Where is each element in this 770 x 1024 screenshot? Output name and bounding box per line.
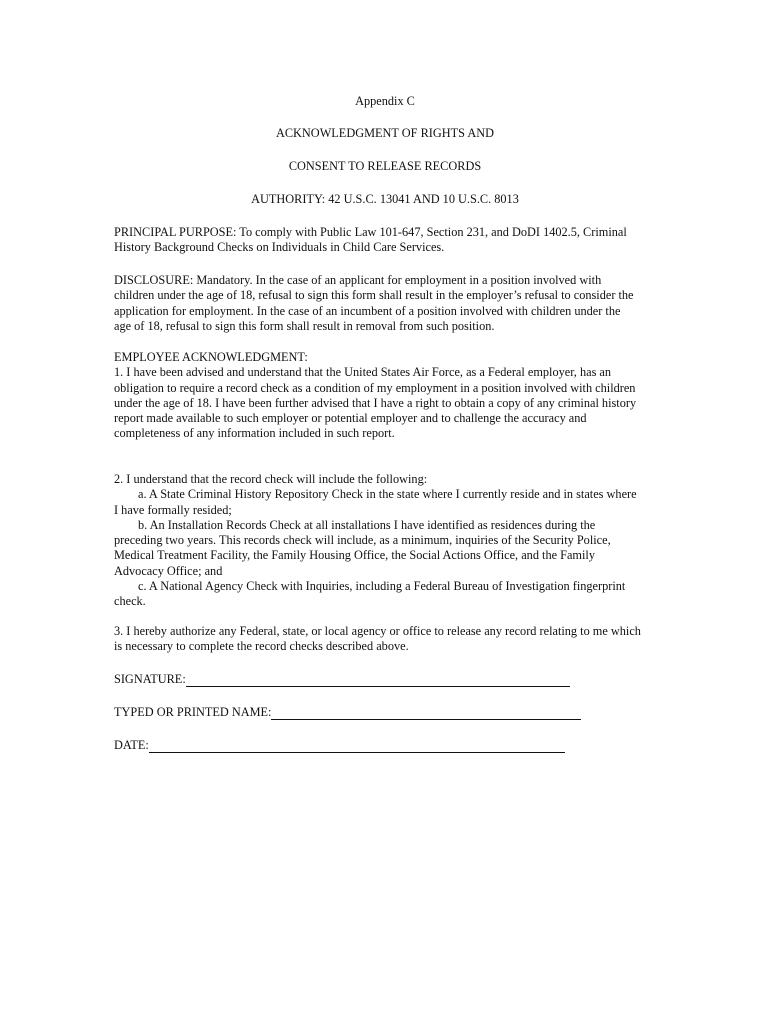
record-check-item-b: b. An Installation Records Check at all installations I have identified as residences during the xyxy=(138,517,596,532)
record-check-item-c-cont: check. xyxy=(114,594,146,609)
principal-purpose-line: History Background Checks on Individuals in Child Care Services. xyxy=(114,240,445,255)
record-check-item-a: a. A State Criminal History Repository Check in the state where I currently reside and in states where xyxy=(138,487,637,502)
disclosure-line: DISCLOSURE: Mandatory. In the case of an applicant for employment in a position involved with xyxy=(114,273,602,287)
authorization-line: 3. I hereby authorize any Federal, state, or local agency or office to release any record relating to me which xyxy=(114,624,641,638)
date-label: DATE: xyxy=(114,738,149,752)
employee-acknowledgment-section xyxy=(114,350,674,442)
printed-name-field[interactable] xyxy=(114,705,581,720)
disclosure-section xyxy=(114,273,674,334)
principal-purpose-section xyxy=(114,225,674,256)
principal-purpose-line: PRINCIPAL PURPOSE: To comply with Public Law 101-647, Section 231, and DoDI 1402.5, Criminal xyxy=(114,225,627,239)
acknowledgment-line: report made available to such employer or potential employer and to challenge the accuracy and xyxy=(114,411,587,426)
authorization-section xyxy=(114,624,674,655)
printed-name-label: TYPED OR PRINTED NAME: xyxy=(114,705,272,719)
acknowledgment-line: under the age of 18. I have been further advised that I have a right to obtain a copy of any criminal history xyxy=(114,395,637,410)
record-check-section xyxy=(114,472,674,610)
record-check-intro: 2. I understand that the record check will include the following: xyxy=(114,472,428,486)
signature-field[interactable] xyxy=(114,672,570,687)
disclosure-line: age of 18, refusal to sign this form shall result in removal from such position. xyxy=(114,318,495,333)
record-check-item-b-cont: Advocacy Office; and xyxy=(114,563,223,578)
acknowledgment-heading: EMPLOYEE ACKNOWLEDGMENT: xyxy=(114,350,308,364)
record-check-item-a-cont: I have formally resided; xyxy=(114,502,232,517)
disclosure-line: application for employment. In the case of an incumbent of a position involved with children under the xyxy=(114,303,621,318)
printed-name-line[interactable] xyxy=(271,707,581,720)
date-field[interactable] xyxy=(114,738,565,753)
record-check-item-b-cont: preceding two years. This records check will include, as a minimum, inquiries of the Security Police, xyxy=(114,533,611,548)
form-title-line-2: CONSENT TO RELEASE RECORDS xyxy=(288,159,482,173)
appendix-label: Appendix C xyxy=(355,94,415,108)
authorization-line: is necessary to complete the record checks described above. xyxy=(114,639,409,654)
date-line[interactable] xyxy=(149,740,565,753)
acknowledgment-line: 1. I have been advised and understand that the United States Air Force, as a Federal employer, has an xyxy=(114,365,612,380)
signature-label: SIGNATURE: xyxy=(114,672,186,686)
form-title-line-1: ACKNOWLEDGMENT OF RIGHTS AND xyxy=(275,126,495,140)
signature-line[interactable] xyxy=(186,674,570,687)
record-check-item-c: c. A National Agency Check with Inquiries, including a Federal Bureau of Investigation fingerprint xyxy=(138,579,626,594)
record-check-item-b-cont: Medical Treatment Facility, the Family Housing Office, the Social Actions Office, and the Family xyxy=(114,548,595,563)
acknowledgment-line: completeness of any information included in such report. xyxy=(114,426,395,441)
acknowledgment-line: obligation to require a record check as a condition of my employment in a position involved with children xyxy=(114,380,636,395)
authority-line: AUTHORITY: 42 U.S.C. 13041 AND 10 U.S.C. 8013 xyxy=(251,192,519,206)
disclosure-line: children under the age of 18, refusal to sign this form shall result in the employer’s refusal to consider the xyxy=(114,288,634,303)
